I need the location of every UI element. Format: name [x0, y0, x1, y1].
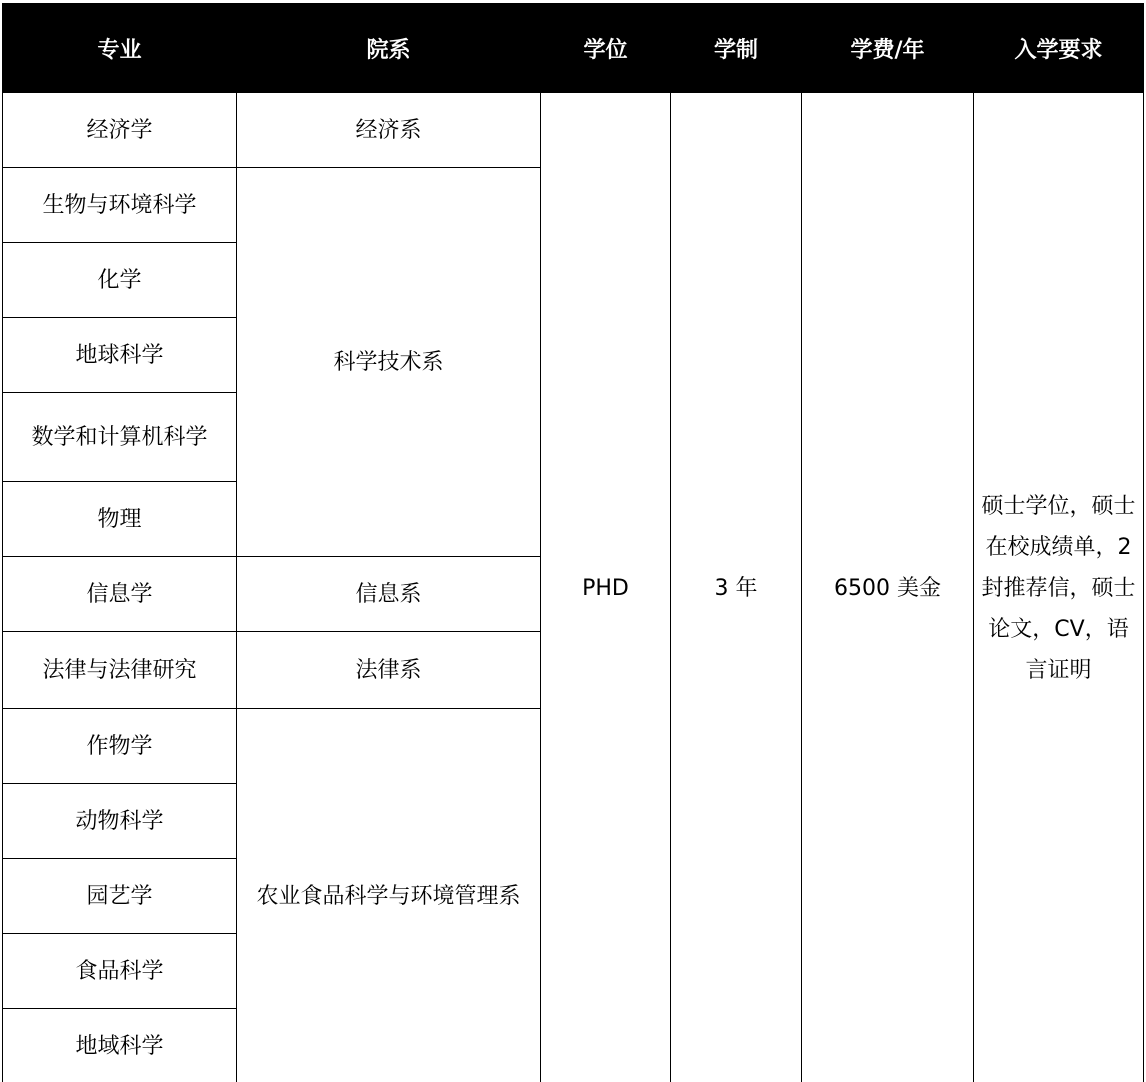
major-cell: 数学和计算机科学 — [3, 393, 237, 482]
department-cell: 经济系 — [237, 93, 541, 168]
header-requirements: 入学要求 — [974, 4, 1144, 93]
tuition-cell: 6500 美金 — [802, 93, 974, 1082]
degree-cell: PHD — [541, 93, 671, 1082]
major-cell: 作物学 — [3, 709, 237, 784]
major-cell: 信息学 — [3, 557, 237, 632]
header-major: 专业 — [3, 4, 237, 93]
header-department: 院系 — [237, 4, 541, 93]
major-cell: 经济学 — [3, 93, 237, 168]
major-cell: 化学 — [3, 243, 237, 318]
header-duration: 学制 — [671, 4, 802, 93]
major-cell: 法律与法律研究 — [3, 632, 237, 709]
department-cell: 农业食品科学与环境管理系 — [237, 709, 541, 1082]
major-cell: 动物科学 — [3, 784, 237, 859]
header-row — [3, 4, 1144, 93]
major-cell: 地球科学 — [3, 318, 237, 393]
department-cell: 科学技术系 — [237, 168, 541, 557]
major-cell: 园艺学 — [3, 859, 237, 934]
table-row — [3, 93, 1144, 168]
requirements-cell: 硕士学位，硕士在校成绩单，2 封推荐信，硕士论文，CV，语言证明 — [974, 93, 1144, 1082]
major-cell: 生物与环境科学 — [3, 168, 237, 243]
header-degree: 学位 — [541, 4, 671, 93]
department-cell: 法律系 — [237, 632, 541, 709]
major-cell: 地域科学 — [3, 1009, 237, 1082]
header-tuition: 学费/年 — [802, 4, 974, 93]
major-cell: 物理 — [3, 482, 237, 557]
duration-cell: 3 年 — [671, 93, 802, 1082]
major-cell: 食品科学 — [3, 934, 237, 1009]
program-table — [2, 3, 1144, 1082]
department-cell: 信息系 — [237, 557, 541, 632]
